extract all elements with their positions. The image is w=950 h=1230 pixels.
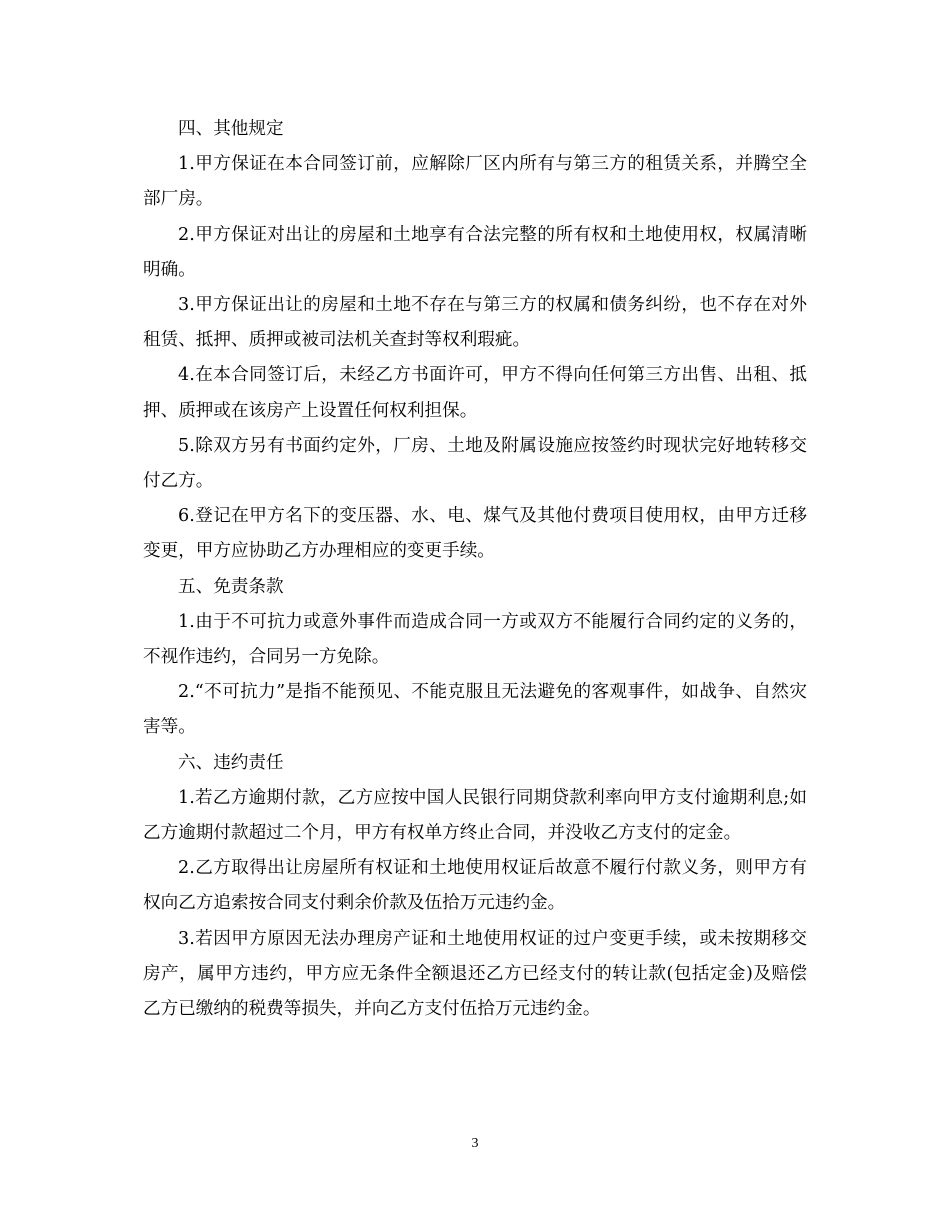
- document-body: [143, 112, 807, 1027]
- clause-paragraph: 1.若乙方逾期付款，乙方应按中国人民银行同期贷款利率向甲方支付逾期利息;如乙方逾期付款超过二个月，甲方有权单方终止合同，并没收乙方支付的定金。: [143, 787, 807, 844]
- clause-paragraph: 6.登记在甲方名下的变压器、水、电、煤气及其他付费项目使用权，由甲方迁移变更，甲方应协助乙方办理相应的变更手续。: [143, 506, 807, 562]
- section-heading-breach-liability: 六、违约责任: [178, 752, 284, 773]
- clause-paragraph: 2.甲方保证对出让的房屋和土地享有合法完整的所有权和土地使用权，权属清晰明确。: [143, 224, 807, 280]
- section-heading-exemption: 五、免责条款: [178, 576, 284, 597]
- page-number: 3: [471, 1136, 479, 1151]
- clause-paragraph: 4.在本合同签订后，未经乙方书面许可，甲方不得向任何第三方出售、出租、抵押、质押或在该房产上设置任何权利担保。: [143, 365, 807, 421]
- clause-paragraph: 1.甲方保证在本合同签订前，应解除厂区内所有与第三方的租赁关系，并腾空全部厂房。: [143, 154, 807, 210]
- clause-paragraph: 5.除双方另有书面约定外，厂房、土地及附属设施应按签约时现状完好地转移交付乙方。: [143, 435, 807, 492]
- section-heading-other-provisions: 四、其他规定: [178, 119, 284, 139]
- clause-paragraph: 3.甲方保证出让的房屋和土地不存在与第三方的权属和债务纠纷，也不存在对外租赁、抵押、质押或被司法机关查封等权利瑕疵。: [143, 295, 807, 351]
- clause-paragraph: 3.若因甲方原因无法办理房产证和土地使用权证的过户变更手续，或未按期移交房产，属甲方违约，甲方应无条件全额退还乙方已经支付的转让款(包括定金)及赔偿乙方已缴纳的税费等损失，并向乙方支付伍拾万元违约金。: [143, 928, 807, 1020]
- clause-paragraph: 2.“不可抗力”是指不能预见、不能克服且无法避免的客观事件，如战争、自然灾害等。: [143, 682, 807, 738]
- clause-paragraph: 1.由于不可抗力或意外事件而造成合同一方或双方不能履行合同约定的义务的，不视作违约，合同另一方免除。: [143, 611, 807, 668]
- clause-paragraph: 2.乙方取得出让房屋所有权证和土地使用权证后故意不履行付款义务，则甲方有权向乙方追索按合同支付剩余价款及伍拾万元违约金。: [143, 858, 807, 914]
